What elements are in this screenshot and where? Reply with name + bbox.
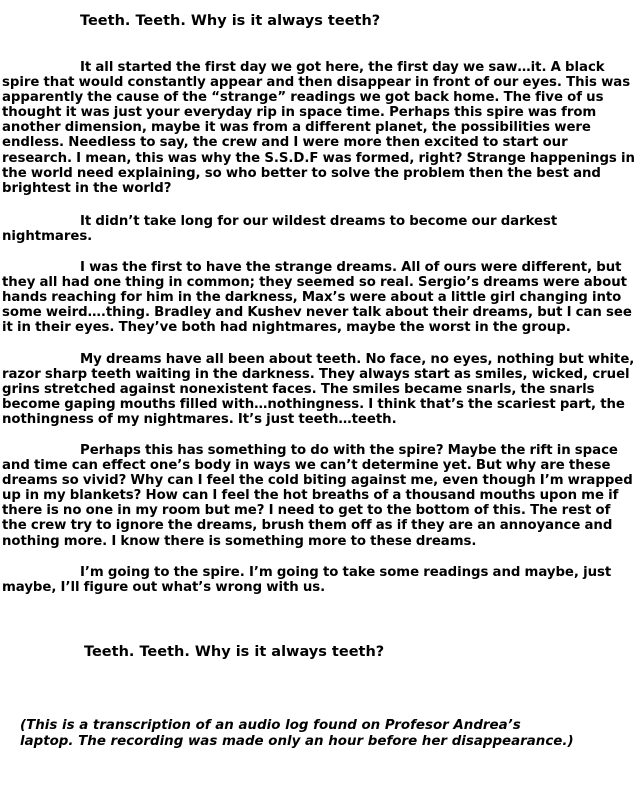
paragraph: It all started the first day we got here, the first day we saw…it. A black spire that would constantly appear and then disappear in front of our eyes. This was apparently the cause of the “strange” readings we got back home. The five of us thought it was just your everyday rip in space time. Perhaps this spire was from another dimension, maybe it was from a different planet, the possibilities were endless. Needless to say, the crew and I were more then excited to start our research. I mean, this was why the S.S.D.F was formed, right? Strange happenings in the world need explaining, so who better to solve the problem then the best and brightest in the world? xyxy=(2,60,635,196)
note-line: laptop. The recording was made only an hour before her disappearance.) xyxy=(20,734,574,749)
paragraph: I was the first to have the strange dreams. All of ours were different, but they all had one thing in common; they seemed so real. Sergio’s dreams were about hands reaching for him in the darkness, Max’s were about a little girl changing into some weird….thing. Bradley and Kushev never talk about their dreams, but I can see it in their eyes. They’ve both had nightmares, maybe the worst in the group. xyxy=(2,260,632,336)
document-body xyxy=(2,60,639,611)
closing-title: Teeth. Teeth. Why is it always teeth? xyxy=(84,644,385,660)
document-title: Teeth. Teeth. Why is it always teeth? xyxy=(80,13,381,29)
paragraph: I’m going to the spire. I’m going to take some readings and maybe, just maybe, I’ll figure out what’s wrong with us. xyxy=(2,564,612,595)
paragraph: My dreams have all been about teeth. No face, no eyes, nothing but white, razor sharp teeth waiting in the darkness. They always start as smiles, wicked, cruel grins stretched against nonexistent faces. The smiles became snarls, the snarls become gaping mouths filled with…nothingness. I think that’s the scariest part, the nothingness of my nightmares. It’s just teeth…teeth. xyxy=(2,351,635,427)
transcription-note xyxy=(20,718,620,750)
paragraph: It didn’t take long for our wildest dreams to become our darkest nightmares. xyxy=(2,213,558,244)
note-line: (This is a transcription of an audio log found on Profesor Andrea’s xyxy=(20,718,521,733)
paragraph: Perhaps this has something to do with the spire? Maybe the rift in space and time can effect one’s body in ways we can’t determine yet. But why are these dreams so vivid? Why can I feel the cold biting against me, even though I’m wrapped up in my blankets? How can I feel the hot breaths of a thousand mouths upon me if there is no one in my room but me? I need to get to the bottom of this. The rest of the crew try to ignore the dreams, brush them off as if they are an annoyance and nothing more. I know there is something more to these dreams. xyxy=(2,442,633,549)
